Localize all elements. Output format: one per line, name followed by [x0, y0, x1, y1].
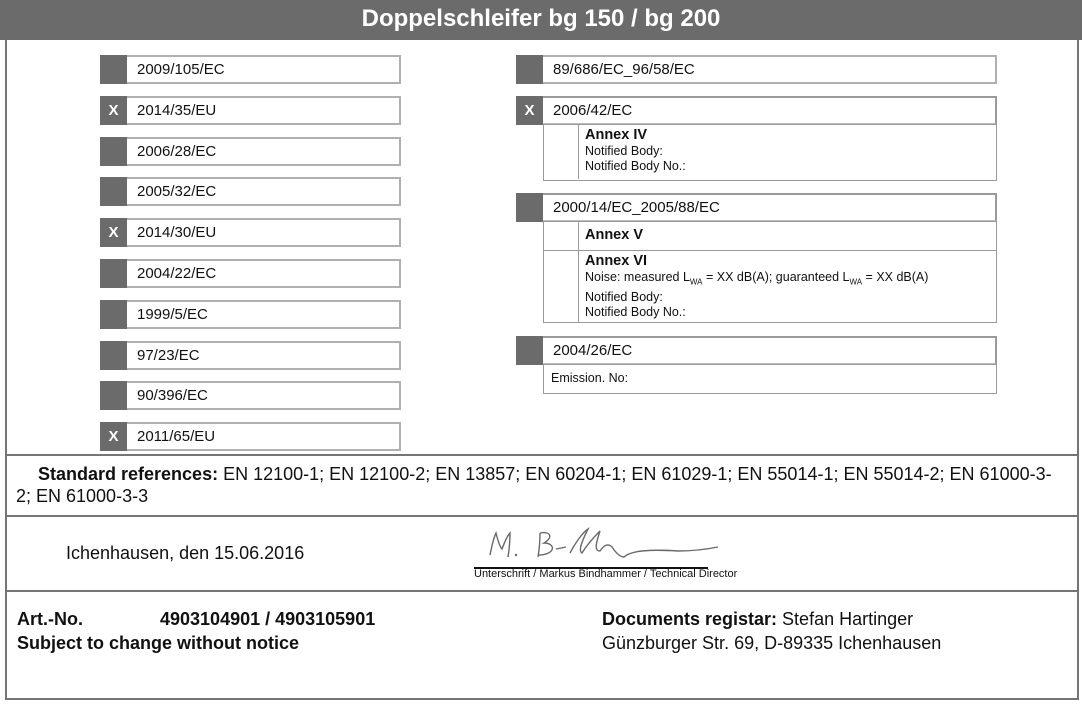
checkbox-mark[interactable]: [100, 137, 127, 166]
annex-v-checkbox[interactable]: [544, 222, 579, 250]
checkbox-mark[interactable]: X: [100, 218, 127, 247]
directive-code: 89/686/EC_96/58/EC: [543, 55, 997, 84]
art-value: 4903104901 / 4903105901: [160, 609, 376, 629]
directive-code: 90/396/EC: [127, 381, 401, 410]
directive-row: [100, 422, 401, 451]
directive-row: [516, 96, 997, 125]
emission-block: [543, 364, 997, 394]
directive-row: [100, 300, 401, 329]
checkbox-mark[interactable]: [100, 381, 127, 410]
notified-body-label: Notified Body:: [585, 289, 663, 304]
checkbox-mark[interactable]: [100, 177, 127, 206]
checkbox-mark[interactable]: [100, 300, 127, 329]
directive-code: 2005/32/EC: [127, 177, 401, 206]
notified-body-no-label: Notified Body No.:: [585, 159, 686, 173]
directive-code: 1999/5/EC: [127, 300, 401, 329]
checkbox-mark[interactable]: X: [100, 422, 127, 451]
standards-value: EN 12100-1; EN 12100-2; EN 13857; EN 60204-1; EN 61029-1; EN 55014-1; EN 55014-2; EN 61000-3-2; EN 61000-3-3: [16, 464, 1052, 506]
art-label: Art.-No.: [17, 609, 83, 629]
divider: [5, 515, 1077, 517]
checkbox-mark[interactable]: [100, 259, 127, 288]
standard-references: [16, 463, 1066, 507]
registrar-name: Stefan Hartinger: [777, 609, 914, 629]
directive-code: 2014/35/EU: [127, 96, 401, 125]
directive-code: 2011/65/EU: [127, 422, 401, 451]
directive-row: [100, 137, 401, 166]
directive-row: [100, 259, 401, 288]
registrar: [602, 607, 913, 631]
directive-row: [100, 177, 401, 206]
divider: [5, 590, 1077, 592]
article-number: [17, 607, 375, 631]
directive-code: 2000/14/EC_2005/88/EC: [543, 193, 997, 222]
directive-row: [100, 55, 401, 84]
directive-row: [100, 381, 401, 410]
directive-code: 2004/22/EC: [127, 259, 401, 288]
checkbox-mark[interactable]: X: [100, 96, 127, 125]
annex-iv-block: [543, 124, 997, 181]
checkbox-mark[interactable]: [100, 341, 127, 370]
annex-vi-title: Annex VI: [585, 253, 648, 269]
directive-code: 97/23/EC: [127, 341, 401, 370]
directive-row: [516, 55, 997, 84]
divider: [5, 454, 1077, 456]
checkbox-mark[interactable]: [516, 336, 543, 365]
place-date: Ichenhausen, den 15.06.2016: [66, 543, 305, 563]
directive-code: 2014/30/EU: [127, 218, 401, 247]
directive-row: [100, 218, 401, 247]
change-notice: Subject to change without notice: [17, 633, 300, 653]
annex-v-title: Annex V: [585, 227, 644, 243]
directive-row: [516, 336, 997, 365]
emission-label: Emission. No:: [551, 371, 629, 385]
noise-annex-block: [543, 221, 997, 323]
checkbox-mark[interactable]: [516, 55, 543, 84]
signature-icon: [478, 523, 728, 567]
annex-checkbox[interactable]: [544, 125, 579, 179]
directive-row: [516, 193, 997, 222]
notified-body-no-label: Notified Body No.:: [585, 304, 686, 319]
checkbox-mark[interactable]: X: [516, 96, 543, 125]
noise-line: Noise: measured $L_{WA}$ = XX dB(A); guaranteed $L_{WA}$ = XX dB(A): [585, 270, 929, 287]
checkbox-mark[interactable]: [516, 193, 543, 222]
registrar-address: Günzburger Str. 69, D-89335 Ichenhausen: [602, 633, 942, 653]
registrar-label: Documents registar:: [602, 609, 778, 629]
document-title: Doppelschleifer bg 150 / bg 200: [0, 0, 1082, 40]
notified-body-label: Notified Body:: [585, 144, 663, 158]
annex-vi-checkbox[interactable]: [544, 251, 579, 322]
directive-row: [100, 96, 401, 125]
directive-code: 2004/26/EC: [543, 336, 997, 365]
directive-row: [100, 341, 401, 370]
annex-title: Annex IV: [585, 127, 648, 143]
signature-caption: Unterschrift / Markus Bindhammer / Technical Director: [474, 568, 738, 580]
standards-label: Standard references:: [38, 464, 219, 484]
directive-code: 2009/105/EC: [127, 55, 401, 84]
directive-code: 2006/28/EC: [127, 137, 401, 166]
checkbox-mark[interactable]: [100, 55, 127, 84]
directive-code: 2006/42/EC: [543, 96, 997, 125]
